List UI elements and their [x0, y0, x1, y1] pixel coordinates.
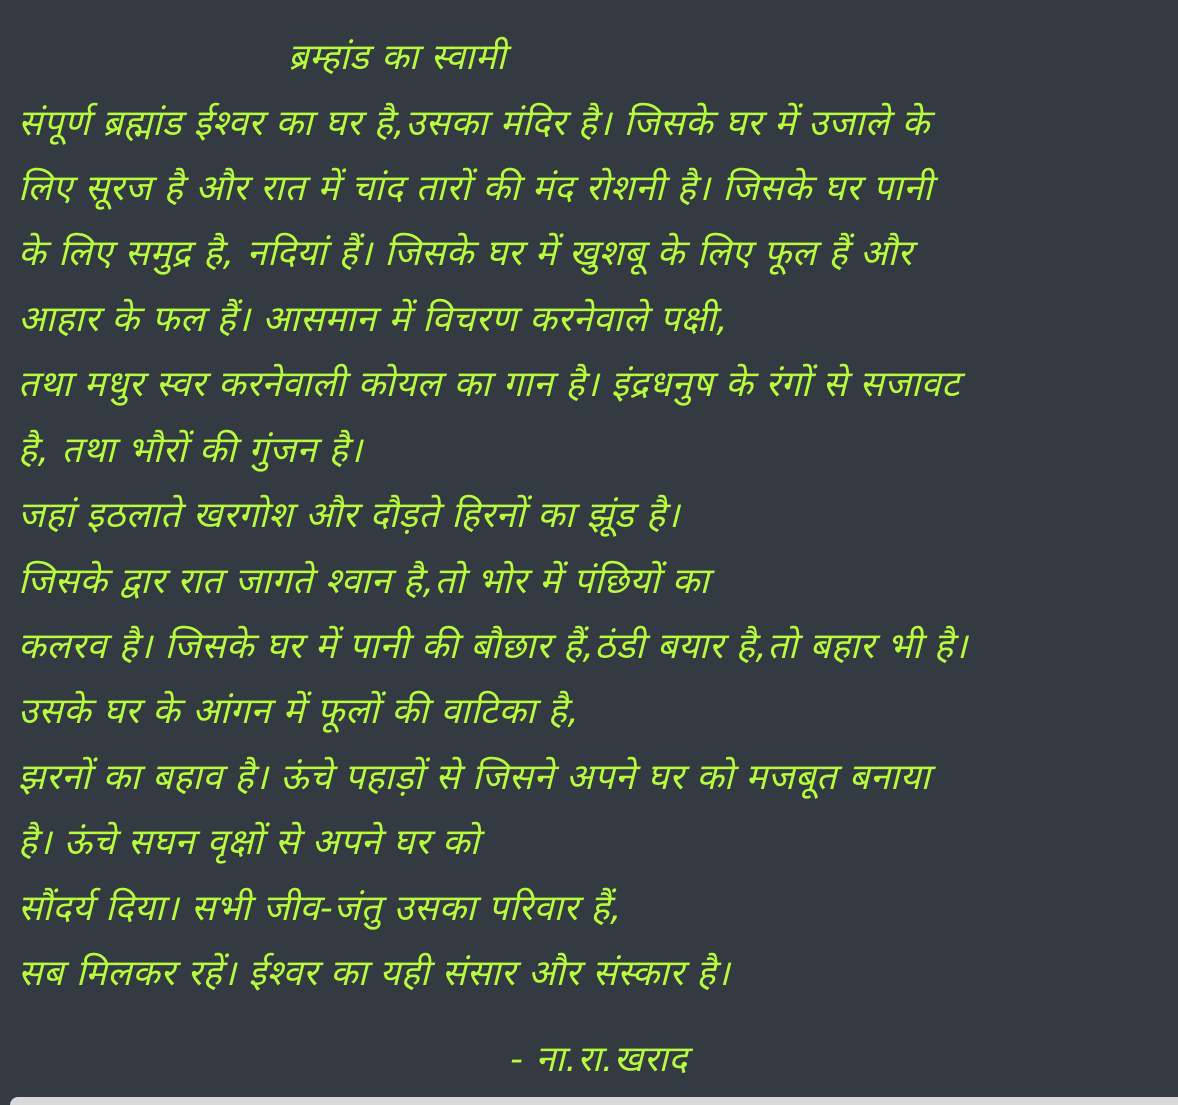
text-line-13: सौंदर्य दिया। सभी जीव-जंतु उसका परिवार हैं, [18, 888, 623, 929]
text-line-12: है। ऊंचे सघन वृक्षों से अपने घर को [18, 822, 480, 863]
text-line-10: उसके घर के आंगन में फूलों की वाटिका है, [18, 691, 580, 732]
text-line-6: है, तथा भौरों की गुंजन है। [18, 430, 363, 471]
text-line-9: कलरव है। जिसके घर में पानी की बौछार हैं,ठंडी बयार है,तो बहार भी है। [18, 626, 968, 667]
text-line-11: झरनों का बहाव है। ऊंचे पहाड़ों से जिसने अपने घर को मजबूत बनाया [18, 757, 931, 798]
text-line-4: आहार के फल हैं। आसमान में विचरण करनेवाले पक्षी, [18, 299, 729, 340]
text-line-1: संपूर्ण ब्रह्मांड ईश्वर का घर है,उसका मंदिर है। जिसके घर में उजाले के [18, 103, 930, 144]
text-line-14: सब मिलकर रहें। ईश्वर का यही संसार और संस्कार है। [18, 953, 731, 994]
poem-title: ब्रम्हांड का स्वामी [288, 37, 507, 78]
bottom-sheet-edge [10, 1097, 1178, 1105]
text-line-3: के लिए समुद्र है, नदियां हैं। जिसके घर में खुशबू के लिए फूल हैं और [18, 233, 913, 274]
text-line-7: जहां इठलाते खरगोश और दौड़ते हिरनों का झूंड है। [18, 495, 680, 536]
text-line-8: जिसके द्वार रात जागते श्वान है,तो भोर में पंछियों का [18, 561, 710, 602]
author-signature: - ना.रा.खराद [510, 1039, 688, 1080]
text-line-2: लिए सूरज है और रात में चांद तारों की मंद रोशनी है। जिसके घर पानी [18, 168, 933, 209]
text-line-5: तथा मधुर स्वर करनेवाली कोयल का गान है। इंद्रधनुष के रंगों से सजावट [18, 364, 960, 405]
